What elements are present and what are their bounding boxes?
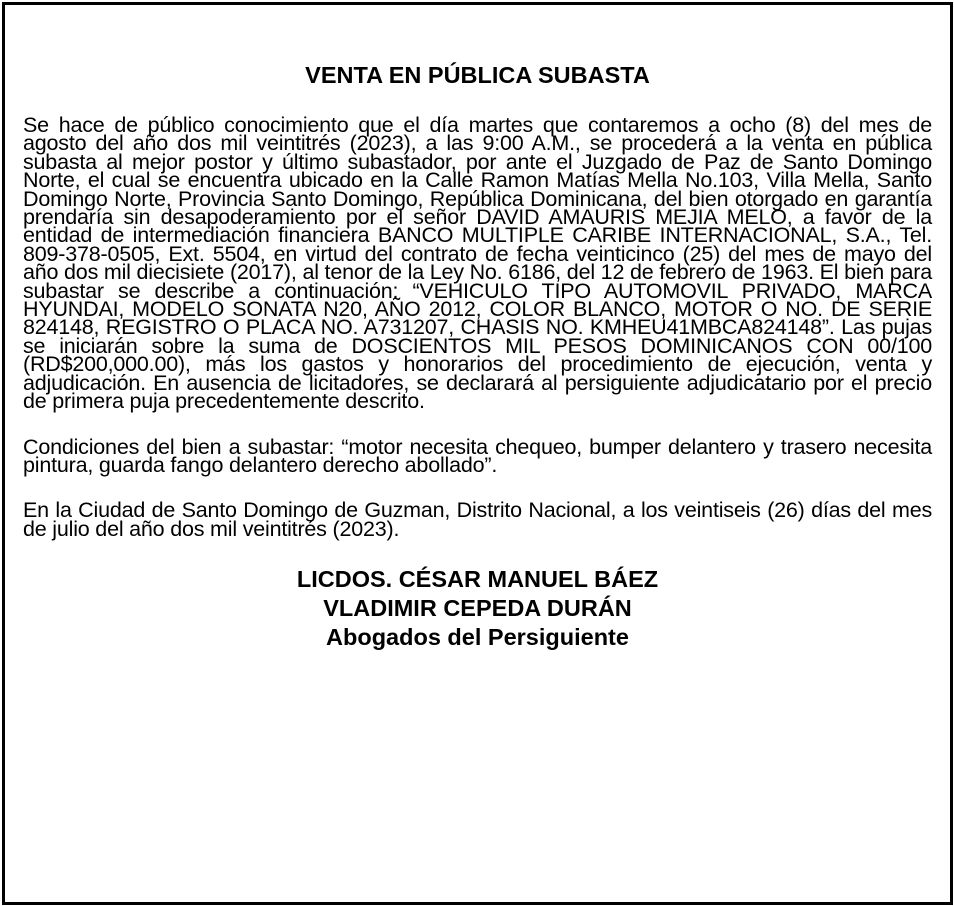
legal-notice bbox=[2, 2, 953, 905]
auction-announcement-paragraph: Se hace de público conocimiento que el día martes que contaremos a ocho (8) del mes de agosto del año dos mil veintitrés (2023), a las 9:00 A.M., se procederá a la venta en pública subasta al mejor postor y último subastador, por ante el Juzgado de Paz de Santo Domingo Norte, el cual se encuentra ubicado en la Calle Ramon Matías Mella No.103, Villa Mella, Santo Domingo Norte, Provincia Santo Domingo, República Dominicana, del bien otorgado en garantía prendaría sin desapoderamiento por el señor DAVID AMAURIS MEJIA MELO, a favor de la entidad de intermediación financiera BANCO MULTIPLE CARIBE INTERNACIONAL, S.A., Tel. 809-378-0505, Ext. 5504, en virtud del contrato de fecha veinticinco (25) del mes de mayo del año dos mil diecisiete (2017), al tenor de la Ley No. 6186, del 12 de febrero de 1963. El bien para subastar se describe a continuación: “VEHICULO TIPO AUTOMOVIL PRIVADO, MARCA HYUNDAI, MODELO SONATA N20, AÑO 2012, COLOR BLANCO, MOTOR O NO. DE SERIE 824148, REGISTRO O PLACA NO. A731207, CHASIS NO. KMHEU41MBCA824148”. Las pujas se iniciarán sobre la suma de DOSCIENTOS MIL PESOS DOMINICANOS CON 00/100 (RD$200,000.00), más los gastos y honorarios del procedimiento de ejecución, venta y adjudicación. En ausencia de licitadores, se declarará al persiguiente adjudicatario por el precio de primera puja precedentemente descrito. bbox=[23, 113, 932, 414]
signature-lawyers-line: LICDOS. CÉSAR MANUEL BÁEZ bbox=[296, 566, 659, 593]
signature-role-line: Abogados del Persiguiente bbox=[326, 624, 629, 651]
notice-title: VENTA EN PÚBLICA SUBASTA bbox=[305, 62, 650, 88]
item-conditions-paragraph: Condiciones del bien a subastar: “motor necesita chequeo, bumper delantero y trasero necesita pintura, guarda fango delantero derecho abollado”. bbox=[23, 434, 932, 477]
place-date-paragraph: En la Ciudad de Santo Domingo de Guzman, Distrito Nacional, a los veintiseis (26) días del mes de julio del año dos mil veintitrés (2023). bbox=[23, 498, 932, 541]
signature-second-lawyer-line: VLADIMIR CEPEDA DURÁN bbox=[323, 595, 632, 622]
signature-block bbox=[5, 565, 950, 652]
